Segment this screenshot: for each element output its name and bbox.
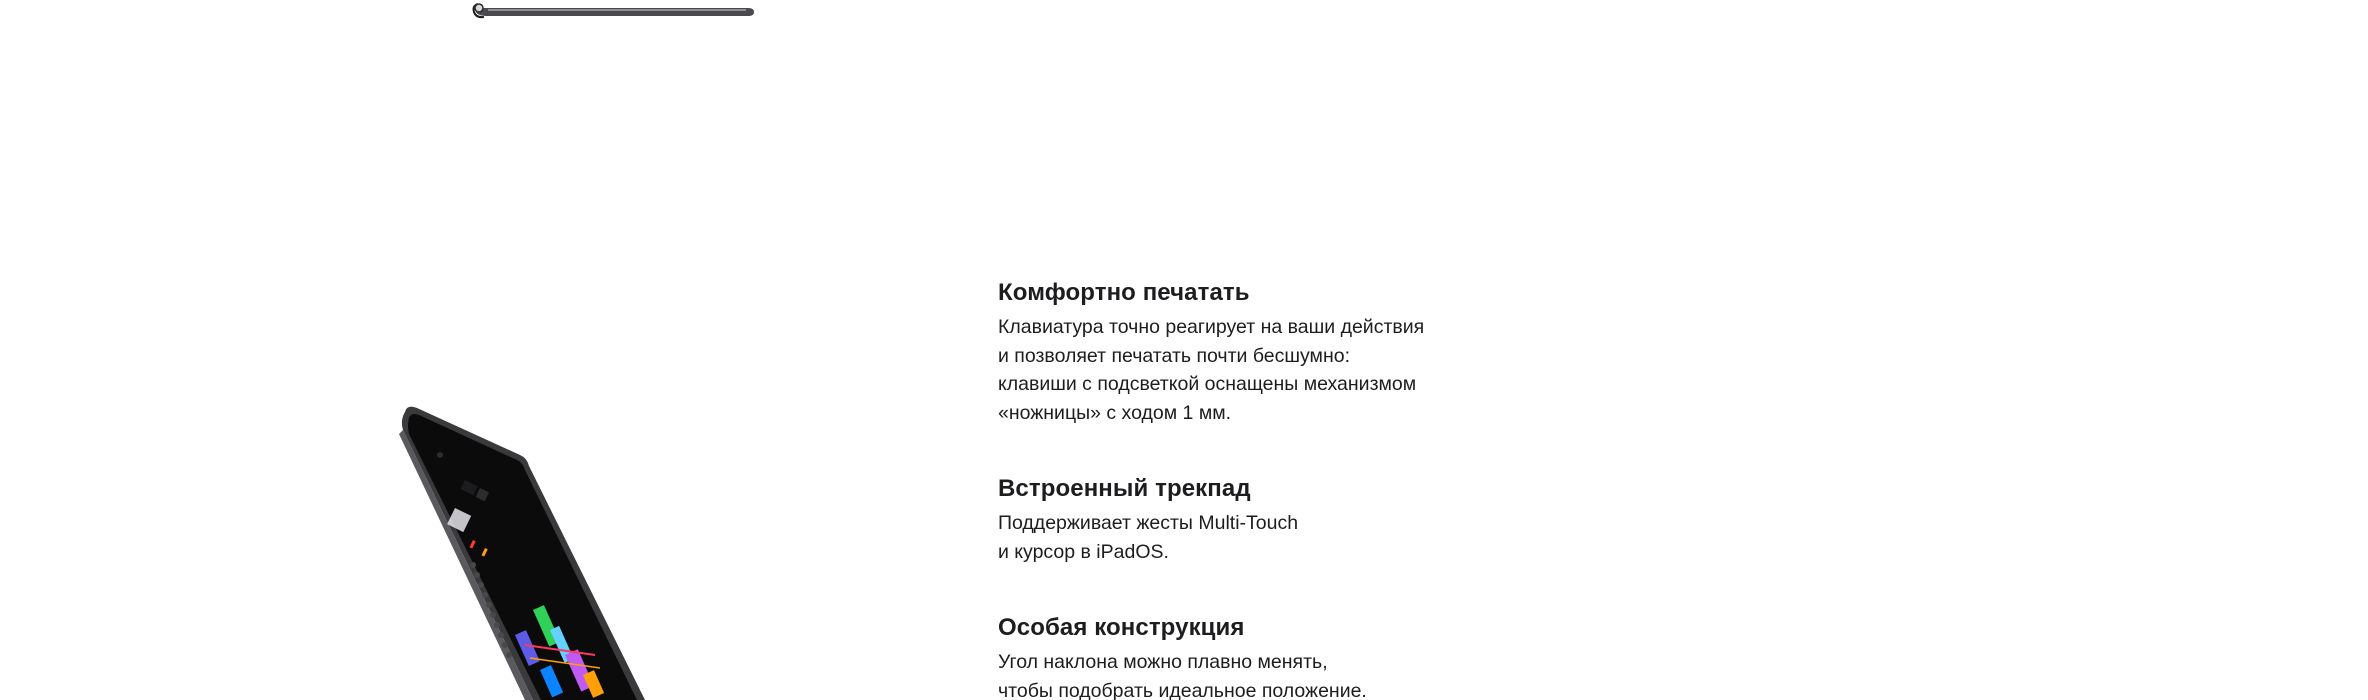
feature-trackpad: [998, 473, 1478, 566]
keyboard-edge-image: [468, 0, 758, 24]
feature-description: Угол наклона можно плавно менять, чтобы подобрать идеальное положение.: [998, 651, 1367, 700]
feature-title: Комфортно печатать: [998, 279, 1250, 306]
feature-description: Поддерживает жесты Multi-Touch и курсор в iPadOS.: [998, 512, 1299, 563]
feature-title: Особая конструкция: [998, 614, 1245, 641]
feature-description: Клавиатура точно реагирует на ваши действия и позволяет печатать почти бесшумно: клавиши с подсветкой оснащены механизмом «ножницы» с ходом 1 мм.: [998, 316, 1425, 424]
feature-title: Встроенный трекпад: [998, 475, 1251, 502]
feature-list: [998, 277, 1478, 700]
ipad-product-image: [395, 400, 665, 700]
feature-design: [998, 612, 1478, 700]
feature-typing: [998, 277, 1478, 427]
